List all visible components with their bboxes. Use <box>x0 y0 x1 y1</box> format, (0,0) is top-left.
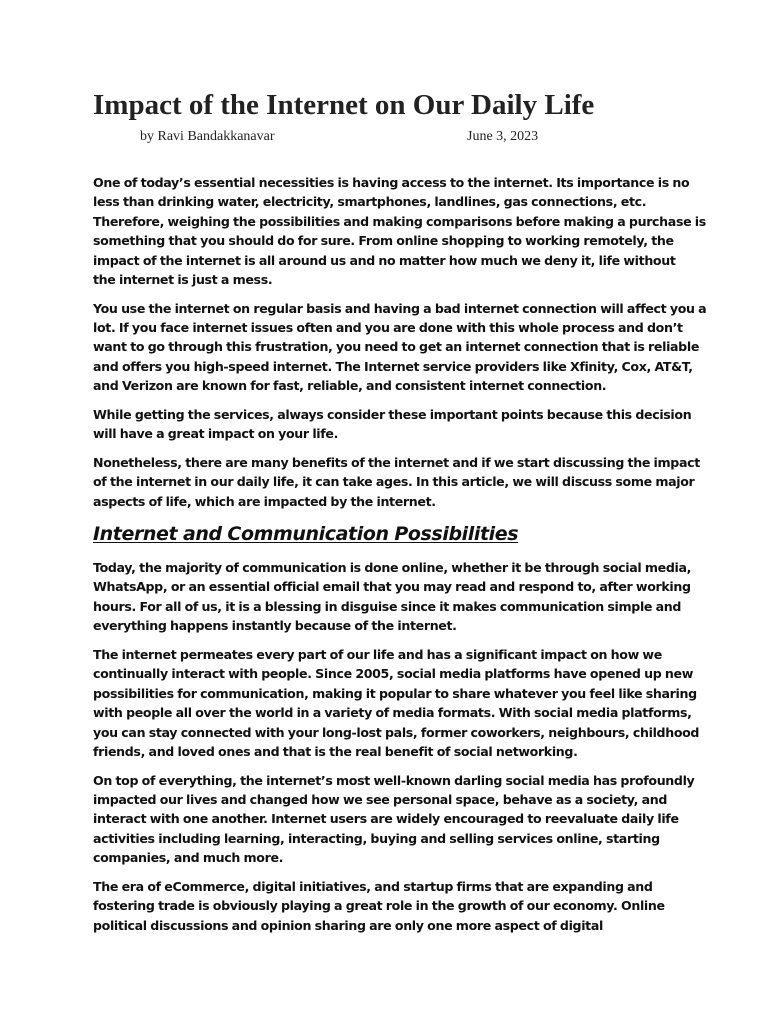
paragraph-line: political discussions and opinion sharing are only one more aspect of digital <box>93 917 603 933</box>
body-paragraph <box>93 877 683 935</box>
paragraph-line: and offers you high-speed internet. The Internet service providers like Xfinity, Cox, AT&T, <box>93 358 693 374</box>
paragraph-line: interact with one another. Internet users are widely encouraged to reevaluate daily life <box>93 811 679 827</box>
body-paragraph <box>93 558 692 636</box>
paragraph-line: something that you should do for sure. From online shopping to working remotely, the <box>93 233 674 249</box>
publish-date: June 3, 2023 <box>467 129 539 144</box>
paragraph-line: will have a great impact on your life. <box>93 426 339 442</box>
paragraph-line: fostering trade is obviously playing a great role in the growth of our economy. Online <box>93 898 665 914</box>
paragraph-line: aspects of life, which are impacted by the internet. <box>93 493 436 509</box>
paragraph-line: While getting the services, always consider these important points because this decision <box>93 406 692 422</box>
document-title: Impact of the Internet on Our Daily Life <box>93 89 595 121</box>
paragraph-line: possibilities for communication, making it popular to share whatever you feel like sharing <box>93 685 697 701</box>
paragraph-line: activities including learning, interacting, buying and selling services online, starting <box>93 830 660 846</box>
paragraph-line: the internet is just a mess. <box>93 272 273 288</box>
body-paragraph <box>93 405 692 444</box>
communication-section <box>93 558 700 935</box>
paragraph-line: hours. For all of us, it is a blessing in disguise since it makes communication simple and <box>93 598 682 614</box>
paragraph-line: continually interact with people. Since 2005, social media platforms have opened up new <box>93 666 694 682</box>
paragraph-line: One of today’s essential necessities is having access to the internet. Its importance is no <box>93 175 690 190</box>
paragraph-line: On top of everything, the internet’s most well-known darling social media has profoundly <box>93 772 695 788</box>
paragraph-line: lot. If you face internet issues often and you are done with this whole process and don’t <box>93 320 683 336</box>
paragraph-line: with people all over the world in a variety of media formats. With social media platforms, <box>93 705 692 721</box>
body-paragraph <box>93 645 700 761</box>
author-byline: by Ravi Bandakkanavar <box>140 129 275 144</box>
paragraph-line: everything happens instantly because of the internet. <box>93 618 457 634</box>
intro-section <box>93 173 707 511</box>
body-paragraph <box>93 173 706 289</box>
paragraph-line: impacted our lives and changed how we see personal space, behave as a society, and <box>93 791 668 807</box>
paragraph-line: The internet permeates every part of our life and has a significant impact on how we <box>93 646 662 662</box>
paragraph-line: The era of eCommerce, digital initiatives, and startup firms that are expanding and <box>93 878 653 894</box>
paragraph-line: less than drinking water, electricity, smartphones, landlines, gas connections, etc. <box>93 194 647 210</box>
paragraph-line: want to go through this frustration, you need to get an internet connection that is reliable <box>93 339 700 355</box>
paragraph-line: Nonetheless, there are many benefits of the internet and if we start discussing the impact <box>93 454 700 470</box>
section-heading: Internet and Communication Possibilities <box>93 523 519 546</box>
paragraph-line: WhatsApp, or an essential official email that you may read and respond to, after working <box>93 579 691 595</box>
body-paragraph <box>93 771 695 868</box>
paragraph-line: companies, and much more. <box>93 850 284 866</box>
paragraph-line: friends, and loved ones and that is the real benefit of social networking. <box>93 743 578 759</box>
paragraph-line: you can stay connected with your long-lost pals, former coworkers, neighbours, childhood <box>93 724 700 740</box>
paragraph-line: You use the internet on regular basis and having a bad internet connection will affect you a <box>93 300 707 316</box>
paragraph-line: and Verizon are known for fast, reliable, and consistent internet connection. <box>93 378 607 394</box>
body-paragraph <box>93 453 700 511</box>
paragraph-line: impact of the internet is all around us and no matter how much we deny it, life without <box>93 252 676 268</box>
paragraph-line: Therefore, weighing the possibilities and making comparisons before making a purchase is <box>93 213 706 229</box>
paragraph-line: Today, the majority of communication is done online, whether it be through social media, <box>93 560 692 576</box>
paragraph-line: of the internet in our daily life, it can take ages. In this article, we will discuss some major <box>93 474 695 490</box>
body-paragraph <box>93 299 707 396</box>
article-body <box>93 173 707 944</box>
